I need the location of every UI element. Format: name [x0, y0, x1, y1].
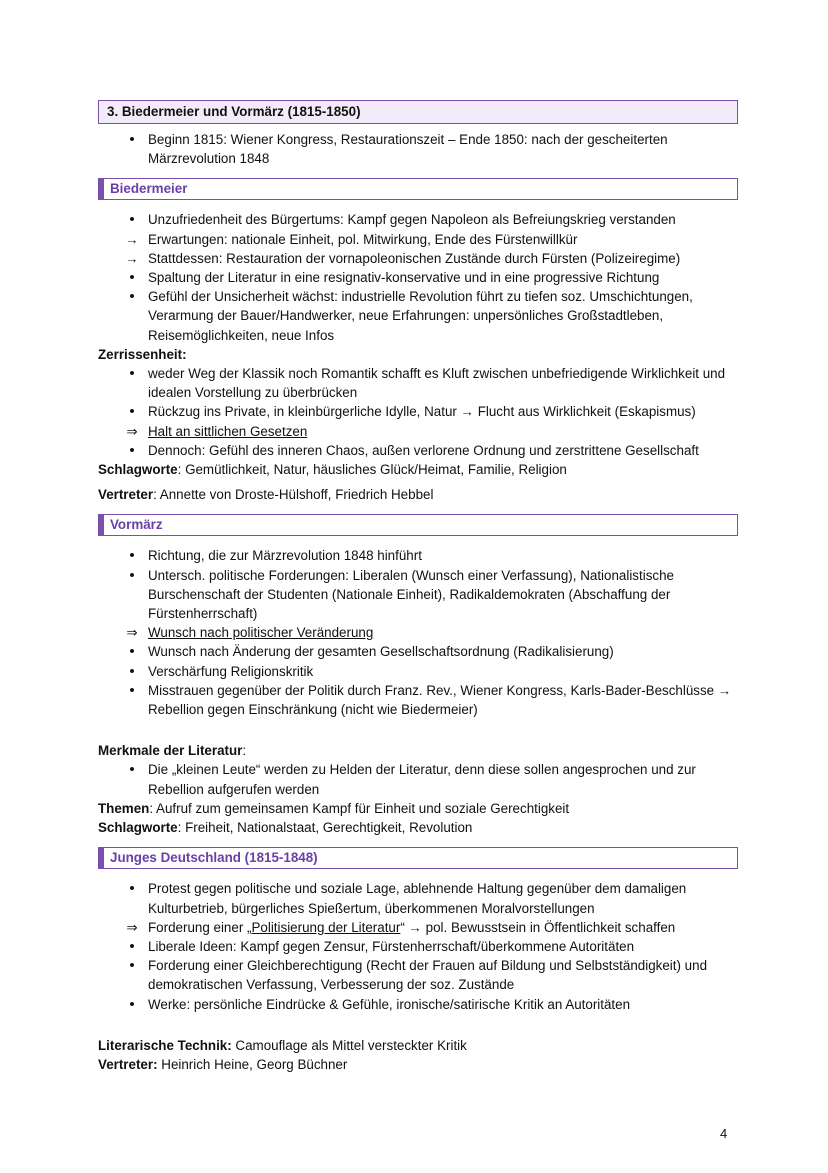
implies-arrow-icon [122, 918, 142, 937]
bullet-icon [122, 546, 142, 565]
list-item: • Richtung, die zur Märzrevolution 1848 hinführt [98, 546, 738, 565]
list-item: • Rückzug ins Private, in kleinbürgerliche Idylle, Natur → Flucht aus Wirklichkeit (Eskapismus) [98, 402, 738, 421]
bullet-icon [122, 681, 142, 700]
list-item: ⇒ Wunsch nach politischer Veränderung [98, 623, 738, 642]
bullet-icon [122, 130, 142, 149]
vormaerz-themen: Themen: Aufruf zum gemeinsamen Kampf für Einheit und soziale Gerechtigkeit [98, 800, 570, 816]
junges-deutschland-vertreter: Vertreter: Heinrich Heine, Georg Büchner [98, 1056, 348, 1072]
list-item: • Werke: persönliche Eindrücke & Gefühle, ironische/satirische Kritik an Autoritäten [98, 995, 738, 1014]
heading-biedermeier: Biedermeier [98, 178, 738, 200]
section-title: 3. Biedermeier und Vormärz (1815-1850) [98, 100, 738, 124]
vormaerz-list [98, 546, 738, 719]
document-page [98, 100, 738, 1074]
list-item: ⇒ Forderung einer „Politisierung der Literatur“ → pol. Bewusstsein in Öffentlichkeit schaffen [98, 918, 738, 937]
list-item: ⇒ Halt an sittlichen Gesetzen [98, 422, 738, 441]
bullet-icon [122, 364, 142, 383]
literarische-technik: Literarische Technik: Camouflage als Mittel versteckter Kritik [98, 1037, 467, 1053]
list-item: • Gefühl der Unsicherheit wächst: industrielle Revolution führt zu tiefen soz. Umschichtungen, Verarmung der Bauer/Handwerker, neue Erfahrungen: unpersönliches Großstadtleben, Reisemöglichkeiten, neue Infos [98, 287, 738, 345]
list-item: • Wunsch nach Änderung der gesamten Gesellschaftsordnung (Radikalisierung) [98, 642, 738, 661]
vormaerz-schlagworte: Schlagworte: Freiheit, Nationalstaat, Gerechtigkeit, Revolution [98, 820, 473, 836]
list-item: • weder Weg der Klassik noch Romantik schafft es Kluft zwischen unbefriedigende Wirklichkeit und idealen Vorstellung zu überbrücken [98, 364, 738, 402]
list-item: • Die „kleinen Leute“ werden zu Helden der Literatur, denn diese sollen angesprochen und zur Rebellion aufgerufen werden [98, 760, 738, 798]
list-item: → Stattdessen: Restauration der vornapoleonischen Zustände durch Fürsten (Polizeiregime) [98, 249, 738, 268]
zerrissenheit-list [98, 364, 738, 460]
biedermeier-schlagworte: Schlagworte: Gemütlichkeit, Natur, häusliches Glück/Heimat, Familie, Religion [98, 462, 567, 478]
biedermeier-vertreter: Vertreter: Annette von Droste-Hülshoff, Friedrich Hebbel [98, 487, 434, 503]
list-item: • Beginn 1815: Wiener Kongress, Restaurationszeit – Ende 1850: nach der gescheiterten Märzrevolution 1848 [98, 130, 738, 168]
bullet-icon [122, 662, 142, 681]
arrow-right-icon [122, 230, 142, 249]
zerrissenheit-label: Zerrissenheit: [98, 346, 187, 362]
list-item: • Protest gegen politische und soziale Lage, ablehnende Haltung gegenüber dem damaligen Kulturbetrieb, bürgerliches Spießertum, überkommenen Moralvorstellungen [98, 879, 738, 917]
heading-vormaerz: Vormärz [98, 514, 738, 536]
bullet-icon [122, 210, 142, 229]
list-item: • Verschärfung Religionskritik [98, 662, 738, 681]
bullet-icon [122, 402, 142, 421]
list-item: • Forderung einer Gleichberechtigung (Recht der Frauen auf Bildung und Selbstständigkeit) und demokratischen Verfassung, Verbesserung der soz. Zustände [98, 956, 738, 994]
bullet-icon [122, 566, 142, 585]
heading-junges-deutschland: Junges Deutschland (1815-1848) [98, 847, 738, 869]
bullet-icon [122, 760, 142, 779]
bullet-icon [122, 441, 142, 460]
bullet-icon [122, 287, 142, 306]
junges-deutschland-list [98, 879, 738, 1013]
bullet-icon [122, 268, 142, 287]
arrow-right-icon [122, 249, 142, 268]
list-item: • Unzufriedenheit des Bürgertums: Kampf gegen Napoleon als Befreiungskrieg verstanden [98, 210, 738, 229]
implies-arrow-icon [122, 623, 142, 642]
biedermeier-list [98, 210, 738, 344]
bullet-icon [122, 995, 142, 1014]
page-number: 4 [720, 1126, 728, 1141]
list-item: → Erwartungen: nationale Einheit, pol. Mitwirkung, Ende des Fürstenwillkür [98, 230, 738, 249]
bullet-icon [122, 937, 142, 956]
intro-list [98, 130, 738, 168]
merkmale-list [98, 760, 738, 798]
list-item: • Spaltung der Literatur in eine resignativ-konservative und in eine progressive Richtung [98, 268, 738, 287]
bullet-icon [122, 956, 142, 975]
list-item: • Dennoch: Gefühl des inneren Chaos, außen verlorene Ordnung und zerstrittene Gesellschaft [98, 441, 738, 460]
list-item: • Liberale Ideen: Kampf gegen Zensur, Fürstenherrschaft/überkommene Autoritäten [98, 937, 738, 956]
implies-arrow-icon [122, 422, 142, 441]
bullet-icon [122, 879, 142, 898]
list-item: • Misstrauen gegenüber der Politik durch Franz. Rev., Wiener Kongress, Karls-Bader-Beschlüsse → Rebellion gegen Einschränkung (nicht wie Biedermeier) [98, 681, 738, 719]
list-item: • Untersch. politische Forderungen: Liberalen (Wunsch einer Verfassung), Nationalistische Burschenschaft der Studenten (Nationale Einheit), Radikaldemokraten (Abschaffung der Fürstenherrschaft) [98, 566, 738, 624]
merkmale-label: Merkmale der Literatur: [98, 743, 247, 759]
bullet-icon [122, 642, 142, 661]
